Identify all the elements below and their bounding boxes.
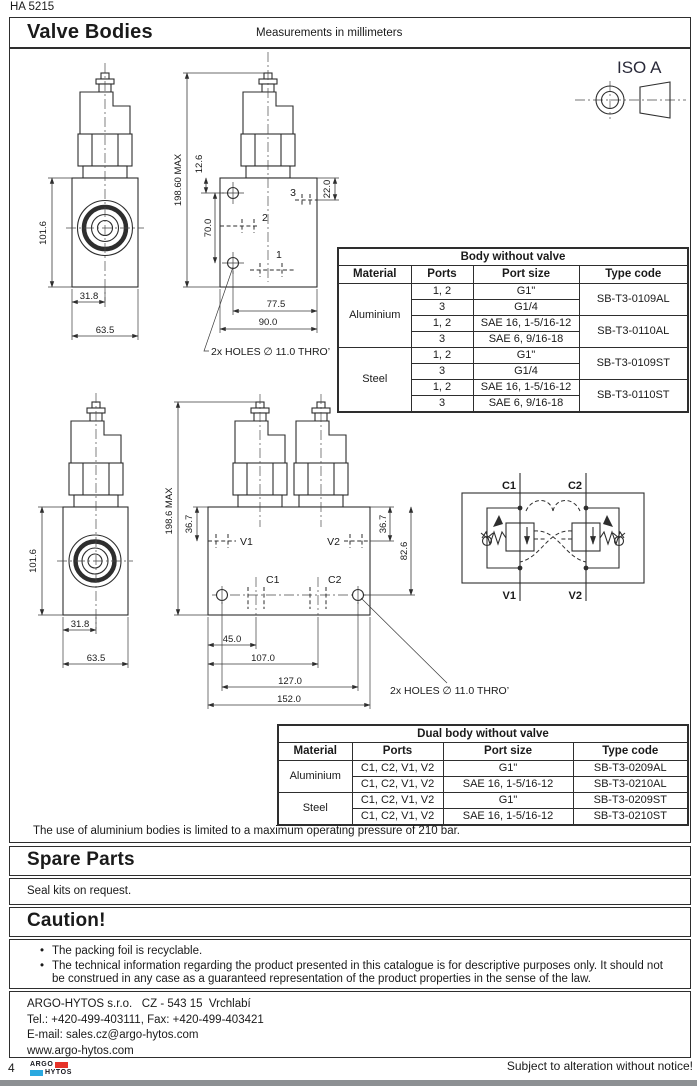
holes-note-dual: 2x HOLES ∅ 11.0 THRO’ [390,685,510,697]
schematic-c1-label: C1 [501,480,516,492]
title-bar [9,17,691,48]
spare-parts-text: Seal kits on request. [27,885,132,897]
ports-cell: C1, C2, V1, V2 [352,761,443,777]
col-header-port-size: Port size [443,743,573,761]
port2-label: 2 [262,212,268,224]
material-cell: Steel [278,793,352,826]
ports-cell: 1, 2 [411,380,473,396]
type-code-cell: SB-T3-0110AL [579,316,688,348]
ports-cell: 1, 2 [411,348,473,364]
caution-title: Caution! [27,910,106,931]
caution-header [9,907,691,937]
spare-parts-body [9,878,691,905]
dim-label-half-width-dual: 31.8 [70,619,90,630]
iso-projection-symbol [575,58,686,119]
dim-label-max-height-dual: 198.6 MAX [164,487,175,535]
table-title: Dual body without valve [278,725,688,743]
port-size-cell: SAE 16, 1-5/16-12 [443,777,573,793]
logo-argo-text: ARGO [30,1061,54,1068]
dual-body-side-view [28,393,133,668]
type-code-cell: SB-T3-0209ST [573,793,688,809]
argo-hytos-logo [30,1061,76,1077]
ports-cell: 3 [411,332,473,348]
dim-label-127: 127.0 [278,676,302,687]
spare-parts-title: Spare Parts [27,849,135,870]
dim-label-77-5: 77.5 [266,299,286,310]
logo-cyan-block [30,1070,43,1076]
dual-body-front-view [164,394,509,709]
dim-label-half-width: 31.8 [79,291,99,302]
material-cell: Steel [338,348,411,413]
ports-cell: C1, C2, V1, V2 [352,809,443,826]
port-size-cell: SAE 16, 1-5/16-12 [473,316,579,332]
contact-email[interactable]: E-mail: sales.cz@argo-hytos.com [27,1029,199,1041]
col-header-material: Material [338,266,411,284]
body-without-valve-table [337,247,689,413]
port-size-cell: G1" [443,761,573,777]
port-size-cell: SAE 16, 1-5/16-12 [473,380,579,396]
page-title: Valve Bodies [27,21,153,43]
schematic-c2-label: C2 [567,480,582,492]
col-header-material: Material [278,743,352,761]
contact-address: ARGO-HYTOS s.r.o. CZ - 543 15 Vrchlabí [27,998,251,1010]
v2-label: V2 [327,536,340,548]
port1-label: 1 [276,249,282,261]
c1-label: C1 [266,574,280,586]
contact-website[interactable]: www.argo-hytos.com [27,1044,134,1057]
drawings-panel [9,48,691,843]
ports-cell: 1, 2 [411,284,473,300]
col-header-ports: Ports [352,743,443,761]
dim-label-36-7-left: 36.7 [184,514,195,534]
port-size-cell: SAE 6, 9/16-18 [473,396,579,413]
col-header-type-code: Type code [573,743,688,761]
logo-hytos-text: HYTOS [45,1069,72,1076]
port-size-cell: G1/4 [473,300,579,316]
dim-label-height-dual: 101.6 [28,549,39,573]
dim-label-port3-offset: 22.0 [322,179,333,199]
holes-note-single: 2x HOLES ∅ 11.0 THRO’ [211,346,331,358]
ports-cell: 3 [411,364,473,380]
caution-body [9,939,691,989]
ports-cell: C1, C2, V1, V2 [352,777,443,793]
pressure-note: The use of aluminium bodies is limited to a maximum operating pressure of 210 bar. [33,825,460,837]
dim-label-82-6: 82.6 [399,541,410,561]
type-code-cell: SB-T3-0210AL [573,777,688,793]
type-code-cell: SB-T3-0110ST [579,380,688,413]
port-size-cell: G1" [473,284,579,300]
type-code-cell: SB-T3-0209AL [573,761,688,777]
ports-cell: 3 [411,396,473,413]
dim-label-45: 45.0 [222,634,242,645]
col-header-ports: Ports [411,266,473,284]
ports-cell: 3 [411,300,473,316]
dim-label-width: 63.5 [95,325,115,336]
single-body-side-view [38,63,144,340]
type-code-cell: SB-T3-0210ST [573,809,688,826]
dim-label-top-offset: 12.6 [194,154,205,174]
material-cell: Aluminium [338,284,411,348]
dual-body-without-valve-table [277,724,689,826]
page-bottom-edge [0,1080,697,1086]
type-code-cell: SB-T3-0109AL [579,284,688,316]
col-header-type-code: Type code [579,266,688,284]
dim-label-107: 107.0 [251,653,275,664]
iso-a-label: ISO A [617,58,662,77]
ports-cell: 1, 2 [411,316,473,332]
dim-label-36-7-right: 36.7 [378,514,389,534]
c2-label: C2 [328,574,342,586]
page-number: 4 [8,1061,15,1075]
port-size-cell: G1" [443,793,573,809]
schematic-v2-label: V2 [568,590,582,602]
footer-disclaimer: Subject to alteration without notice! [506,1059,693,1073]
ports-cell: C1, C2, V1, V2 [352,793,443,809]
material-cell: Aluminium [278,761,352,793]
units-note: Measurements in millimeters [256,27,403,39]
caution-bullet: • The packing foil is recyclable. [40,945,676,959]
port-size-cell: G1/4 [473,364,579,380]
spare-parts-header [9,846,691,876]
contact-phone: Tel.: +420-499-403111, Fax: +420-499-403421 [27,1013,264,1026]
contact-block [9,991,691,1058]
hydraulic-schematic [462,473,644,602]
port-size-cell: G1" [473,348,579,364]
caution-list [10,945,690,987]
v1-label: V1 [240,536,253,548]
type-code-cell: SB-T3-0109ST [579,348,688,380]
logo-red-block [55,1062,68,1068]
table-title: Body without valve [338,248,688,266]
col-header-port-size: Port size [473,266,579,284]
document-code: HA 5215 [10,1,55,13]
technical-drawing [10,49,689,841]
single-body-front-view [173,52,339,358]
caution-bullet: • The technical information regarding the product presented in this catalogue is for descriptive purposes only. It should not be construed in any case as a guaranteed representation of the product properties in the sense of the law. [40,960,676,987]
dim-label-max-height: 198.60 MAX [173,153,184,207]
port3-label: 3 [290,187,296,199]
dim-label-height: 101.6 [38,221,49,245]
dim-label-152: 152.0 [277,694,301,705]
dim-label-port-spacing: 70.0 [203,218,214,238]
dim-label-width-dual: 63.5 [86,653,106,664]
port-size-cell: SAE 16, 1-5/16-12 [443,809,573,826]
port-size-cell: SAE 6, 9/16-18 [473,332,579,348]
dim-label-90: 90.0 [258,317,278,328]
schematic-v1-label: V1 [502,590,516,602]
